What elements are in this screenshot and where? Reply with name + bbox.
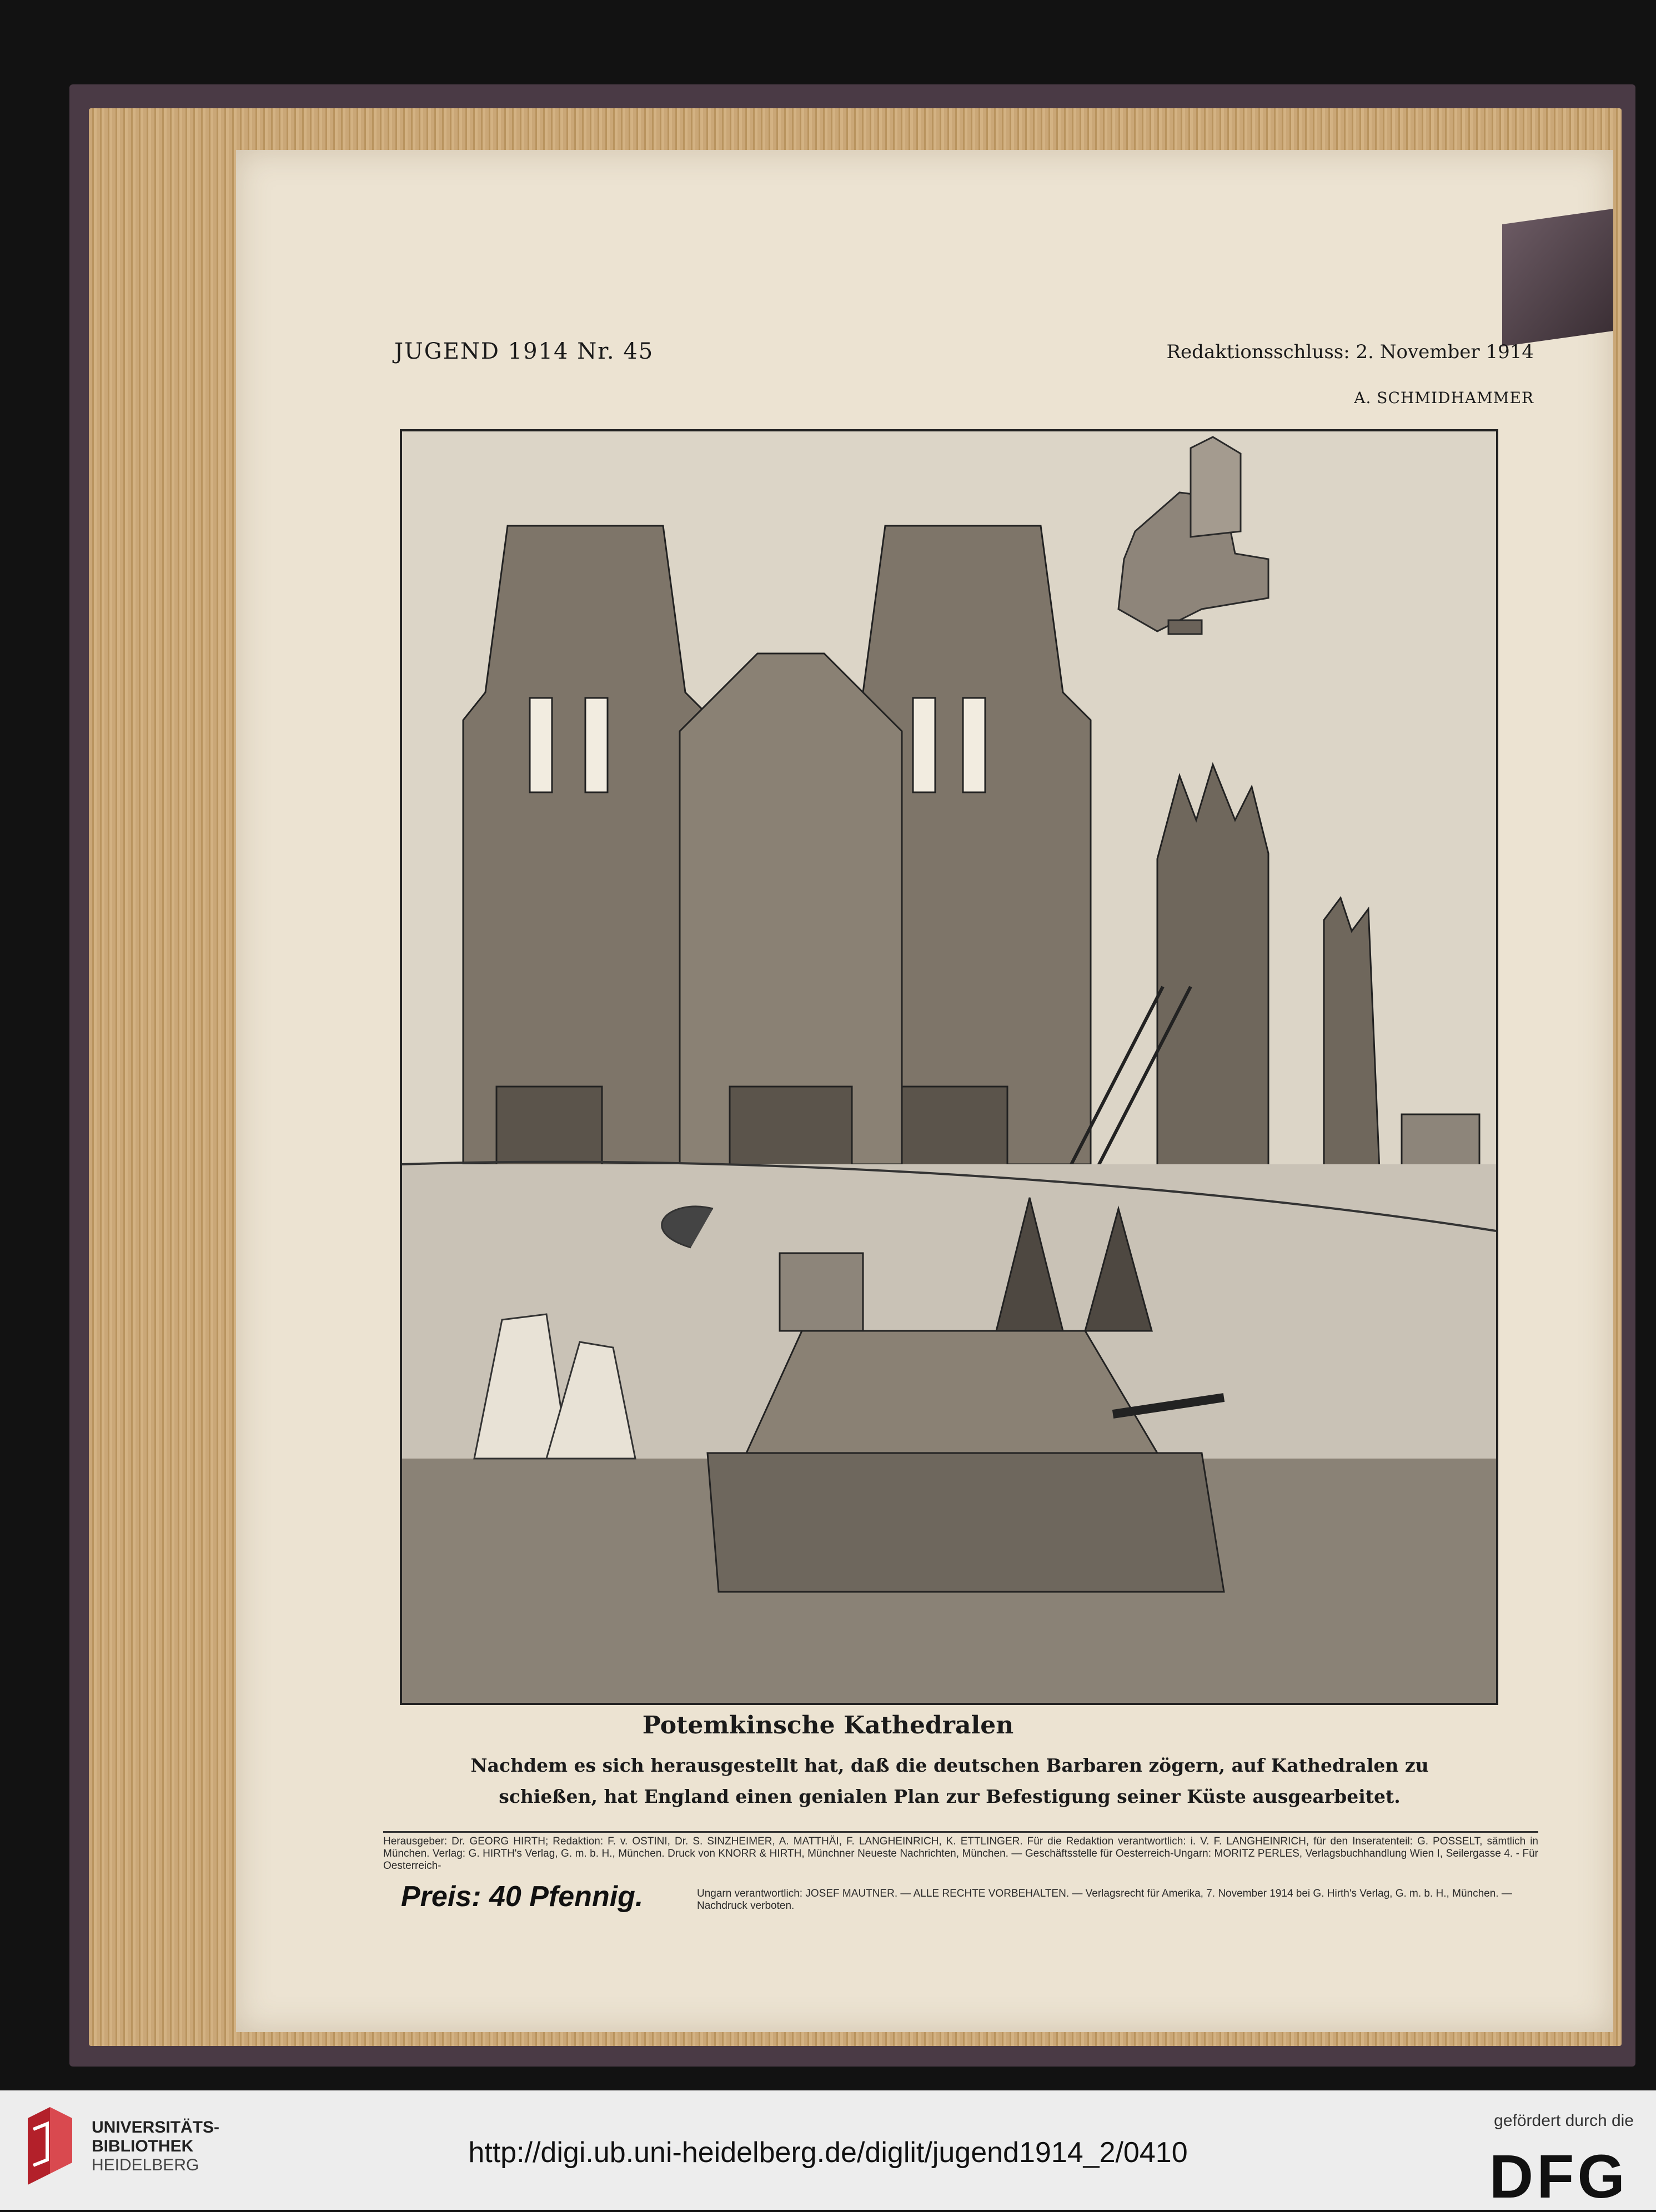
viewer-footer	[0, 2090, 1656, 2210]
price-label: Preis: 40 Pfennig.	[401, 1881, 644, 1913]
logo-line-1: UNIVERSITÄTS-	[92, 2118, 220, 2136]
imprint-divider	[383, 1831, 1538, 1833]
cathedral-drawing	[402, 431, 1496, 1703]
imprint-tail: Ungarn verantwortlich: JOSEF MAUTNER. — ALLE RECHTE VORBEHALTEN. — Verlagsrecht für Amerika, 7. November 1914 bei G. Hirth's Verlag, G. m. b. H., München. — Nachdruck verboten.	[697, 1888, 1512, 1912]
journal-issue-header: JUGEND 1914 Nr. 45	[394, 339, 654, 364]
cartoon-title: Potemkinsche Kathedralen	[642, 1711, 1014, 1740]
permalink-url[interactable]: http://digi.ub.uni-heidelberg.de/diglit/jugend1914_2/0410	[468, 2136, 1188, 2169]
imprint-text: Herausgeber: Dr. GEORG HIRTH; Redaktion: F. v. OSTINI, Dr. S. SINZHEIMER, A. MATTHÄI, F. LANGHEINRICH, K. ETTLINGER. Für die Redaktion verantwortlich: i. V. F. LANGHEINRICH, für den Inseratenteil: G. POSSELT, sämtlich in München. Verlag: G. HIRTH's Verlag, G. m. b. H., München. Druck von KNORR & HIRTH, Münchner Neueste Nachrichten, München. — Geschäftsstelle für Oesterreich-Ungarn: MORITZ PERLES, Verlagsbuchhandlung Wien I, Seilergasse 4. - Für Oesterreich-	[383, 1836, 1538, 1872]
funding-note: gefördert durch die	[1494, 2112, 1634, 2130]
editorial-deadline: Redaktionsschluss: 2. November 1914	[1166, 341, 1534, 363]
cartoon-illustration	[400, 429, 1498, 1705]
dfg-logo[interactable]: DFG	[1489, 2143, 1628, 2211]
artist-credit: A. SCHMIDHAMMER	[1354, 389, 1534, 407]
logo-line-3: HEIDELBERG	[92, 2156, 199, 2174]
logo-line-2: BIBLIOTHEK	[92, 2137, 194, 2155]
cartoon-caption: Nachdem es sich herausgestellt hat, daß die deutschen Barbaren zögern, auf Kathedralen zu schießen, hat England einen genialen Plan zur Befestigung seiner Küste ausgearbeitet.	[470, 1754, 1429, 1807]
bookmark-ribbon	[1502, 209, 1613, 346]
